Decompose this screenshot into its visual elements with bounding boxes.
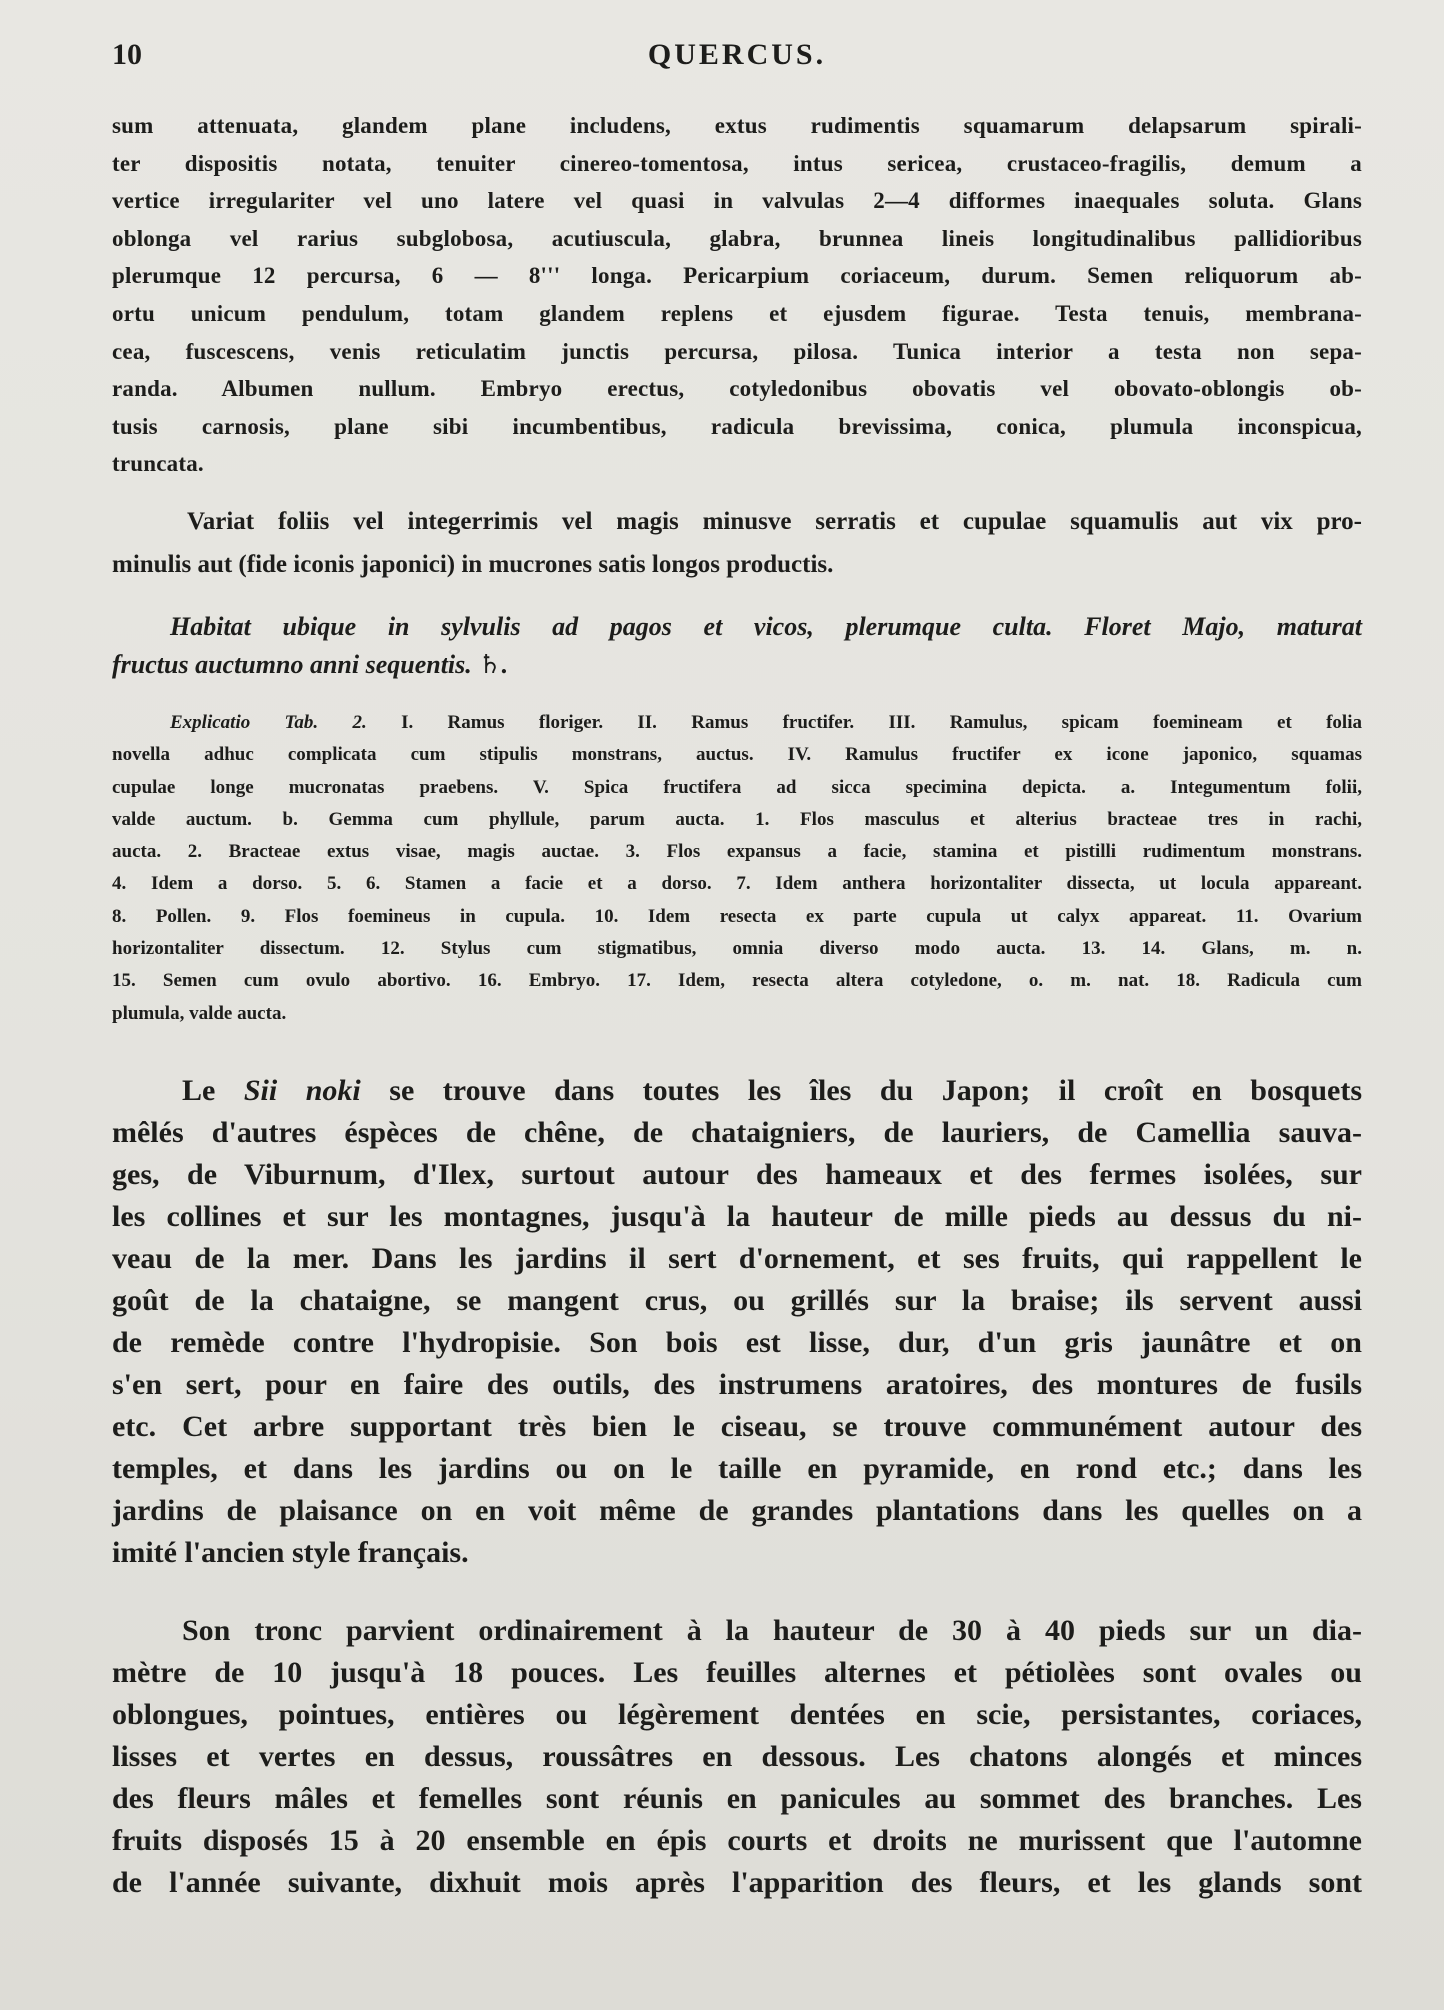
habitat-paragraph: [112, 608, 1362, 684]
text-line: de remède contre l'hydropisie. Son bois est lisse, dur, d'un gris jaunâtre et on: [112, 1326, 1362, 1359]
text-line: plerumque 12 percursa, 6 — 8''' longa. Pericarpium coriaceum, durum. Semen reliquorum ab-: [112, 263, 1362, 289]
text-line: imité l'ancien style français.: [112, 1536, 469, 1569]
text-line: truncata.: [112, 451, 204, 477]
text-line: minulis aut (fide iconis japonici) in mucrones satis longos productis.: [112, 551, 834, 578]
text-line-content: se trouve dans toutes les îles du Japon; il croît en bosquets: [360, 1074, 1363, 1107]
text-line: 8. Pollen. 9. Flos foemineus in cupula. 10. Idem resecta ex parte cupula ut calyx appareat. 11. Ovarium: [112, 905, 1362, 927]
text-line-content: I. Ramus floriger. II. Ramus fructifer. III. Ramulus, spicam foemineam et folia: [401, 712, 1362, 733]
text-line: aucta. 2. Bracteae extus visae, magis auctae. 3. Flos expansus a facie, stamina et pistilli rudimentum monstrans.: [112, 841, 1362, 863]
text-line: ter dispositis notata, tenuiter cinereo-tomentosa, intus sericea, crustaceo-fragilis, demum a: [112, 150, 1362, 176]
text-line: fructus auctumno anni sequentis. ♄.: [112, 650, 509, 679]
explicatio-label: Explicatio Tab. 2.: [170, 712, 367, 733]
text-line: ortu unicum pendulum, totam glandem replens et ejusdem figurae. Testa tenuis, membrana-: [112, 300, 1362, 326]
text-line: Son tronc parvient ordinairement à la hauteur de 30 à 40 pieds sur un dia-: [182, 1614, 1362, 1647]
text-line: jardins de plaisance on en voit même de grandes plantations dans les quelles on a: [112, 1494, 1362, 1527]
text-line: lisses et vertes en dessus, roussâtres en dessous. Les chatons alongés et minces: [112, 1740, 1362, 1773]
text-line: mètre de 10 jusqu'à 18 pouces. Les feuilles alternes et pétiolèes sont ovales ou: [112, 1656, 1362, 1689]
text-line: horizontaliter dissectum. 12. Stylus cum stigmatibus, omnia diverso modo aucta. 13. 14. Glans, m. n.: [112, 938, 1362, 960]
text-line: 15. Semen cum ovulo abortivo. 16. Embryo. 17. Idem, resecta altera cotyledone, o. m. nat. 18. Radicula cum: [112, 970, 1362, 992]
text-line: valde auctum. b. Gemma cum phyllule, parum aucta. 1. Flos masculus et alterius bracteae tres in rachi,: [112, 808, 1362, 830]
running-title: QUERCUS.: [647, 38, 827, 71]
page-header: [112, 38, 1362, 78]
text-line: ges, de Viburnum, d'Ilex, surtout autour des hameaux et des fermes isolées, sur: [112, 1158, 1362, 1191]
text-line: s'en sert, pour en faire des outils, des instrumens aratoires, des montures de fusils: [112, 1368, 1362, 1401]
text-line: etc. Cet arbre supportant très bien le ciseau, se trouve communément autour des: [112, 1410, 1362, 1443]
text-line: les collines et sur les montagnes, jusqu'à la hauteur de mille pieds au dessus du ni-: [112, 1200, 1362, 1233]
text-line: [112, 707, 1362, 739]
text-line: oblonga vel rarius subglobosa, acutiuscula, glabra, brunnea lineis longitudinalibus pallidioribus: [112, 225, 1362, 251]
description-paragraph: [112, 107, 1362, 483]
text-line: veau de la mer. Dans les jardins il sert d'ornement, et ses fruits, qui rappellent le: [112, 1242, 1362, 1275]
text-line: 4. Idem a dorso. 5. 6. Stamen a facie et a dorso. 7. Idem anthera horizontaliter dissecta, ut locula appareant.: [112, 873, 1362, 895]
plate-explanation: [112, 707, 1362, 1030]
text-line: cea, fuscescens, venis reticulatim junctis percursa, pilosa. Tunica interior a testa non sepa-: [112, 338, 1362, 364]
text-line: [112, 1070, 1362, 1112]
text-line: cupulae longe mucronatas praebens. V. Spica fructifera ad sicca specimina depicta. a. Integumentum folii,: [112, 776, 1362, 798]
plant-name: Sii noki: [243, 1074, 361, 1107]
text-line: randa. Albumen nullum. Embryo erectus, cotyledonibus obovatis vel obovato-oblongis ob-: [112, 376, 1362, 402]
text-line: mêlés d'autres éspèces de chêne, de chataigniers, de lauriers, de Camellia sauva-: [112, 1116, 1362, 1149]
lead-word: Le: [182, 1074, 244, 1107]
text-line: novella adhuc complicata cum stipulis monstrans, auctus. IV. Ramulus fructifer ex icone japonico, squamas: [112, 744, 1362, 766]
text-line: de l'année suivante, dixhuit mois après l'apparition des fleurs, et les glands sont: [112, 1866, 1362, 1899]
text-line: des fleurs mâles et femelles sont réunis en panicules au sommet des branches. Les: [112, 1782, 1362, 1815]
text-line: plumula, valde aucta.: [112, 1002, 287, 1024]
text-line: Variat foliis vel integerrimis vel magis minusve serratis et cupulae squamulis aut vix pro-: [187, 508, 1362, 535]
text-line: fruits disposés 15 à 20 ensemble en épis courts et droits ne murissent que l'automne: [112, 1824, 1362, 1857]
text-line: sum attenuata, glandem plane includens, extus rudimentis squamarum delapsarum spirali-: [112, 113, 1362, 138]
text-line: tusis carnosis, plane sibi incumbentibus, radicula brevissima, conica, plumula inconspicua,: [112, 413, 1362, 439]
french-paragraph-2: [112, 1610, 1362, 1904]
text-line: vertice irregulariter vel uno latere vel quasi in valvulas 2—4 difformes inaequales soluta. Glans: [112, 188, 1362, 214]
page-number: 10: [112, 38, 142, 71]
text-line: oblongues, pointues, entières ou légèrement dentées en scie, persistantes, coriaces,: [112, 1698, 1362, 1731]
text-line: goût de la chataigne, se mangent crus, ou grillés sur la braise; ils servent aussi: [112, 1284, 1362, 1317]
text-line: Habitat ubique in sylvulis ad pagos et vicos, plerumque culta. Floret Majo, maturat: [170, 612, 1362, 641]
french-paragraph-1: [112, 1070, 1362, 1574]
variat-paragraph: [112, 500, 1362, 586]
text-line: temples, et dans les jardins ou on le taille en pyramide, en rond etc.; dans les: [112, 1452, 1362, 1485]
